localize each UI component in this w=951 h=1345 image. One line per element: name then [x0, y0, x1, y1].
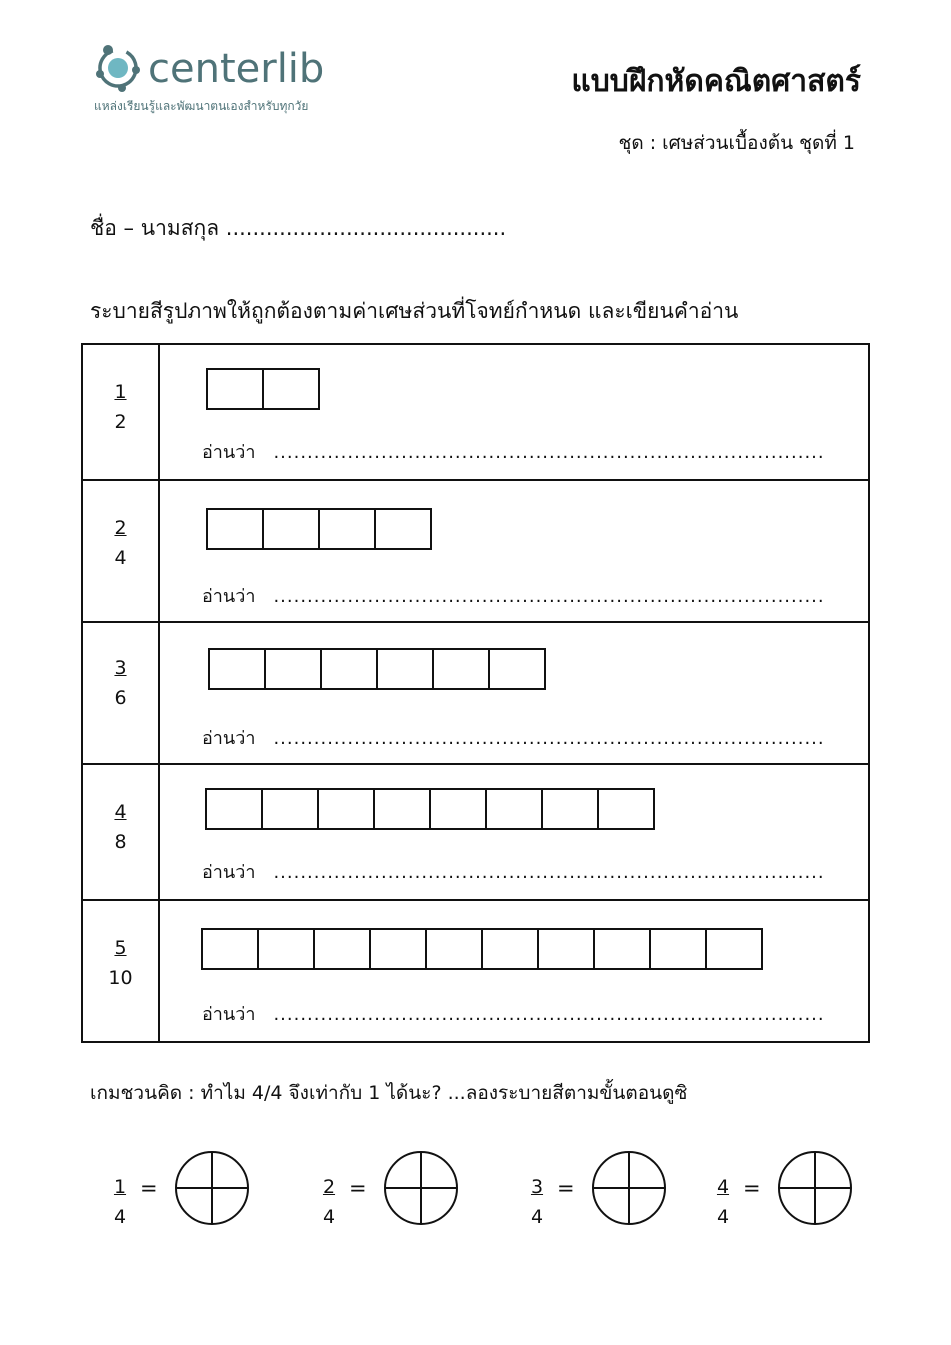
- coloring-box[interactable]: [203, 930, 259, 968]
- coloring-strip: [205, 788, 655, 830]
- reading-answer-blank[interactable]: ..................................................................................: [273, 862, 825, 883]
- fraction: [83, 797, 158, 857]
- coloring-box[interactable]: [434, 650, 490, 688]
- page-title: แบบฝึกหัดคณิตศาสตร์: [571, 64, 861, 99]
- coloring-box[interactable]: [707, 930, 761, 968]
- coloring-box[interactable]: [207, 790, 263, 828]
- logo-tagline: แหล่งเรียนรู้และพัฒนาตนเองสำหรับทุกวัย: [94, 99, 309, 113]
- reading-line: [202, 437, 825, 466]
- centerlib-logo: [92, 40, 352, 120]
- fraction-denominator: 10: [108, 967, 133, 989]
- quarter-circle-item: [715, 1150, 875, 1230]
- coloring-box[interactable]: [427, 930, 483, 968]
- fraction-cell: [82, 480, 159, 622]
- coloring-box[interactable]: [651, 930, 707, 968]
- coloring-box[interactable]: [539, 930, 595, 968]
- reading-label: อ่านว่า: [202, 442, 256, 463]
- fraction-cell: [82, 622, 159, 764]
- quarter-circle[interactable]: [172, 1150, 252, 1230]
- fraction-numerator: 5: [114, 937, 127, 959]
- coloring-strip: [201, 928, 763, 970]
- work-cell: [159, 622, 869, 764]
- quarter-circle-item: [112, 1150, 272, 1230]
- coloring-box[interactable]: [595, 930, 651, 968]
- fraction: [529, 1172, 545, 1232]
- fraction-numerator: 1: [113, 1176, 127, 1198]
- coloring-box[interactable]: [320, 510, 376, 548]
- coloring-strip: [206, 368, 320, 410]
- fraction: [83, 377, 158, 437]
- work-cell: [159, 900, 869, 1042]
- coloring-box[interactable]: [319, 790, 375, 828]
- fraction: [83, 653, 158, 713]
- fraction-numerator: 4: [114, 801, 127, 823]
- reading-answer-blank[interactable]: ..................................................................................: [273, 1004, 825, 1025]
- fraction-denominator: 2: [114, 411, 127, 433]
- fraction-exercise-table: [81, 343, 870, 1043]
- quarter-circle[interactable]: [381, 1150, 461, 1230]
- instruction-text: ระบายสีรูปภาพให้ถูกต้องตามค่าเศษส่วนที่โจทย์กำหนด และเขียนคำอ่าน: [90, 299, 739, 323]
- fraction-denominator: 4: [322, 1206, 336, 1228]
- fraction-numerator: 4: [716, 1176, 730, 1198]
- coloring-box[interactable]: [259, 930, 315, 968]
- coloring-box[interactable]: [378, 650, 434, 688]
- reading-label: อ่านว่า: [202, 862, 256, 883]
- coloring-box[interactable]: [264, 510, 320, 548]
- coloring-box[interactable]: [543, 790, 599, 828]
- exercise-row: [82, 900, 869, 1042]
- coloring-box[interactable]: [263, 790, 319, 828]
- fraction-numerator: 2: [114, 517, 127, 539]
- fraction: [83, 513, 158, 573]
- quarter-circle-item: [321, 1150, 481, 1230]
- exercise-row: [82, 764, 869, 900]
- exercise-row: [82, 622, 869, 764]
- fraction-numerator: 3: [530, 1176, 544, 1198]
- fraction: [715, 1172, 731, 1232]
- fraction-numerator: 1: [114, 381, 127, 403]
- fraction-cell: [82, 900, 159, 1042]
- coloring-box[interactable]: [487, 790, 543, 828]
- work-cell: [159, 764, 869, 900]
- reading-line: [202, 723, 825, 752]
- exercise-row: [82, 344, 869, 480]
- reading-line: [202, 857, 825, 886]
- fraction-numerator: 3: [114, 657, 127, 679]
- fraction: [112, 1172, 128, 1232]
- exercise-row: [82, 480, 869, 622]
- fraction: [321, 1172, 337, 1232]
- coloring-box[interactable]: [490, 650, 544, 688]
- coloring-box[interactable]: [208, 370, 264, 408]
- reading-line: [202, 581, 825, 610]
- reading-label: อ่านว่า: [202, 1004, 256, 1025]
- reading-answer-blank[interactable]: ..................................................................................: [273, 442, 825, 463]
- coloring-box[interactable]: [431, 790, 487, 828]
- coloring-box[interactable]: [210, 650, 266, 688]
- coloring-box[interactable]: [315, 930, 371, 968]
- fraction-denominator: 6: [114, 687, 127, 709]
- fraction-numerator: 2: [322, 1176, 336, 1198]
- fraction-denominator: 4: [113, 1206, 127, 1228]
- equals-sign: =: [557, 1176, 575, 1200]
- coloring-box[interactable]: [266, 650, 322, 688]
- fraction-denominator: 4: [716, 1206, 730, 1228]
- fraction-denominator: 4: [114, 547, 127, 569]
- logo-icon: [92, 40, 148, 96]
- logo-wordmark: centerlib: [148, 46, 325, 92]
- coloring-box[interactable]: [483, 930, 539, 968]
- work-cell: [159, 480, 869, 622]
- fraction-denominator: 8: [114, 831, 127, 853]
- reading-answer-blank[interactable]: ..................................................................................: [273, 586, 825, 607]
- name-field-line: ชื่อ – นามสกุล ..........................................: [90, 216, 507, 240]
- coloring-box[interactable]: [371, 930, 427, 968]
- coloring-strip: [206, 508, 432, 550]
- worksheet-set: ชุด : เศษส่วนเบื้องต้น ชุดที่ 1: [618, 132, 855, 154]
- fraction-denominator: 4: [530, 1206, 544, 1228]
- equals-sign: =: [349, 1176, 367, 1200]
- coloring-strip: [208, 648, 546, 690]
- fraction: [83, 933, 158, 993]
- coloring-box[interactable]: [208, 510, 264, 548]
- thinking-game-text: เกมชวนคิด : ทำไม 4/4 จึงเท่ากับ 1 ได้นะ? ...ลองระบายสีตามขั้นตอนดูซิ: [90, 1082, 688, 1104]
- equals-sign: =: [743, 1176, 761, 1200]
- fraction-cell: [82, 344, 159, 480]
- quarter-circle-item: [529, 1150, 689, 1230]
- coloring-box[interactable]: [376, 510, 430, 548]
- coloring-box[interactable]: [375, 790, 431, 828]
- coloring-box[interactable]: [599, 790, 653, 828]
- coloring-box[interactable]: [264, 370, 318, 408]
- reading-answer-blank[interactable]: ..................................................................................: [273, 728, 825, 749]
- reading-label: อ่านว่า: [202, 586, 256, 607]
- quarter-circle[interactable]: [589, 1150, 669, 1230]
- work-cell: [159, 344, 869, 480]
- fraction-cell: [82, 764, 159, 900]
- quarter-circle[interactable]: [775, 1150, 855, 1230]
- coloring-box[interactable]: [322, 650, 378, 688]
- equals-sign: =: [140, 1176, 158, 1200]
- reading-label: อ่านว่า: [202, 728, 256, 749]
- reading-line: [202, 999, 825, 1028]
